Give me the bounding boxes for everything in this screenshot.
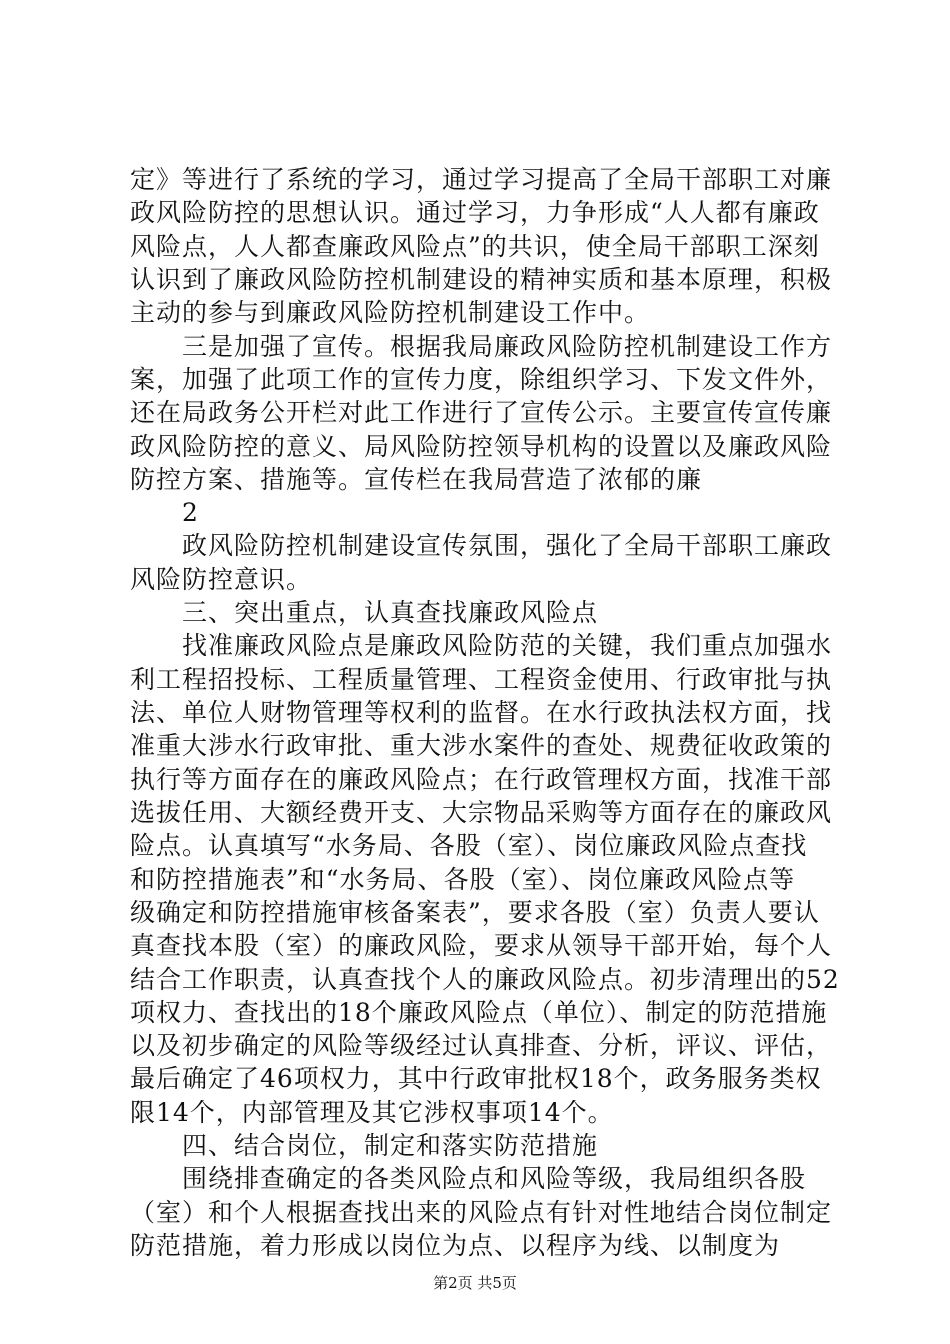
- text-line: 以及初步确定的风险等级经过认真排查、分析，评议、评估，: [130, 1031, 833, 1061]
- text-line: 三是加强了宣传。根据我局廉政风险防控机制建设工作方: [130, 331, 833, 361]
- text-line: 利工程招投标、工程质量管理、工程资金使用、行政审批与执: [130, 664, 833, 694]
- text-line: 结合工作职责，认真查找个人的廉政风险点。初步清理出的52: [130, 964, 840, 994]
- page-number-marker: 2: [130, 498, 199, 528]
- text-line: 级确定和防控措施审核备案表”，要求各股（室）负责人要认: [130, 897, 820, 927]
- text-line: 认识到了廉政风险防控机制建设的精神实质和基本原理，积极: [130, 264, 833, 294]
- text-line: 定》等进行了系统的学习，通过学习提高了全局干部职工对廉: [130, 165, 833, 194]
- text-line: 防范措施，着力形成以岗位为点、以程序为线、以制度为: [130, 1231, 781, 1260]
- text-line: 选拔任用、大额经费开支、大宗物品采购等方面存在的廉政风: [130, 797, 833, 827]
- text-line: 主动的参与到廉政风险防控机制建设工作中。: [130, 298, 651, 328]
- text-line: 防控方案、措施等。宣传栏在我局营造了浓郁的廉: [130, 464, 703, 494]
- text-line: 执行等方面存在的廉政风险点；在行政管理权方面，找准干部: [130, 764, 833, 794]
- text-line: 还在局政务公开栏对此工作进行了宣传公示。主要宣传宣传廉: [130, 398, 833, 428]
- text-line: 找准廉政风险点是廉政风险防范的关键，我们重点加强水: [130, 631, 833, 661]
- text-line: 政风险防控的意义、局风险防控领导机构的设置以及廉政风险: [130, 431, 833, 461]
- text-line: 风险防控意识。: [130, 564, 313, 594]
- text-line: 围绕排查确定的各类风险点和风险等级，我局组织各股: [130, 1164, 807, 1194]
- text-line: 风险点，人人都查廉政风险点”的共识，使全局干部职工深刻: [130, 231, 820, 261]
- text-line: 限14个，内部管理及其它涉权事项14个。: [130, 1097, 614, 1127]
- text-line: 政风险防控的思想认识。通过学习，力争形成“人人都有廉政: [130, 198, 820, 228]
- text-line: 政风险防控机制建设宣传氛围，强化了全局干部职工廉政: [130, 531, 833, 561]
- text-line: 最后确定了46项权力，其中行政审批权18个，政务服务类权: [130, 1064, 822, 1094]
- text-line: 真查找本股（室）的廉政风险，要求从领导干部开始，每个人: [130, 931, 833, 961]
- text-line: 险点。认真填写“水务局、各股（室）、岗位廉政风险点查找: [130, 831, 808, 861]
- text-line: 法、单位人财物管理等权利的监督。在水行政执法权方面，找: [130, 698, 833, 727]
- text-line: 准重大涉水行政审批、重大涉水案件的查处、规费征收政策的: [130, 731, 833, 761]
- text-line: 项权力、查找出的18个廉政风险点（单位）、制定的防范措施: [130, 997, 828, 1027]
- text-line: 和防控措施表”和“水务局、各股（室）、岗位廉政风险点等: [130, 864, 796, 894]
- page-footer: 第2页 共5页: [433, 1274, 517, 1292]
- text-line: （室）和个人根据查找出来的风险点有针对性地结合岗位制定: [130, 1197, 833, 1227]
- text-line: 案，加强了此项工作的宣传力度，除组织学习、下发文件外，: [130, 364, 833, 394]
- section-heading: 三、突出重点，认真查找廉政风险点: [130, 598, 599, 628]
- section-heading: 四、结合岗位，制定和落实防范措施: [130, 1131, 599, 1161]
